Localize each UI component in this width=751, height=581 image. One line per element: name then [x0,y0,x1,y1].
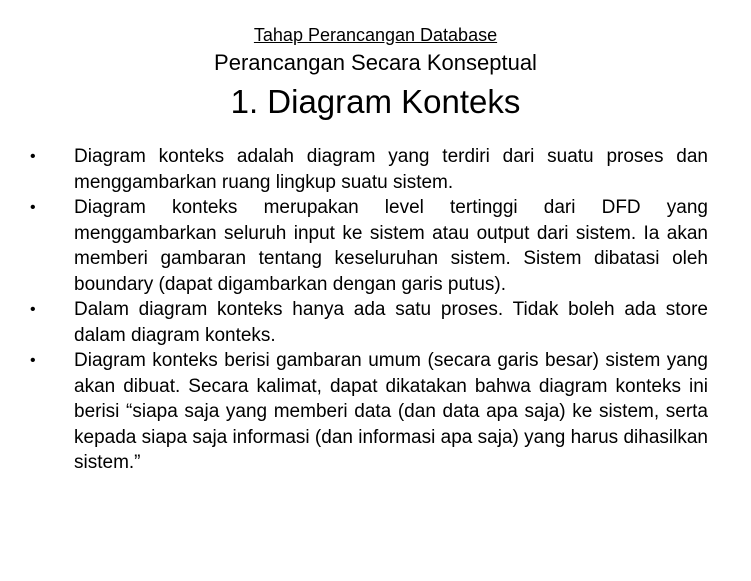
bullet-text: Diagram konteks merupakan level tertinggi dari DFD yang menggambarkan seluruh input ke sistem atau output dari sistem. Ia akan memberi gambaran tentang keseluruhan sistem. Sistem dibatasi oleh boundary (dapat digambarkan dengan garis putus). [74,197,708,295]
slide-subtitle: Perancangan Secara Konseptual [214,50,537,75]
bullet-item [30,297,708,348]
bullet-text: Dalam diagram konteks hanya ada satu proses. Tidak boleh ada store dalam diagram konteks. [74,299,708,346]
bullet-text: Diagram konteks berisi gambaran umum (secara garis besar) sistem yang akan dibuat. Secara kalimat, dapat dikatakan bahwa diagram konteks ini berisi “siapa saja yang memberi data (dan data apa saja) ke sistem, serta kepada siapa saja informasi (dan informasi apa saja) yang harus dihasilkan sistem.” [74,350,708,473]
bullet-item [30,348,708,476]
bullet-dot-icon: • [30,301,36,318]
bullet-list [30,144,708,476]
bullet-item [30,144,708,195]
slide-kicker: Tahap Perancangan Database [253,25,498,45]
slide-title: 1. Diagram Konteks [230,83,521,120]
bullet-item [30,195,708,297]
bullet-dot-icon: • [30,352,36,369]
bullet-text: Diagram konteks adalah diagram yang terdiri dari suatu proses dan menggambarkan ruang lingkup suatu sistem. [74,146,708,193]
bullet-dot-icon: • [30,148,36,165]
bullet-dot-icon: • [30,199,36,216]
